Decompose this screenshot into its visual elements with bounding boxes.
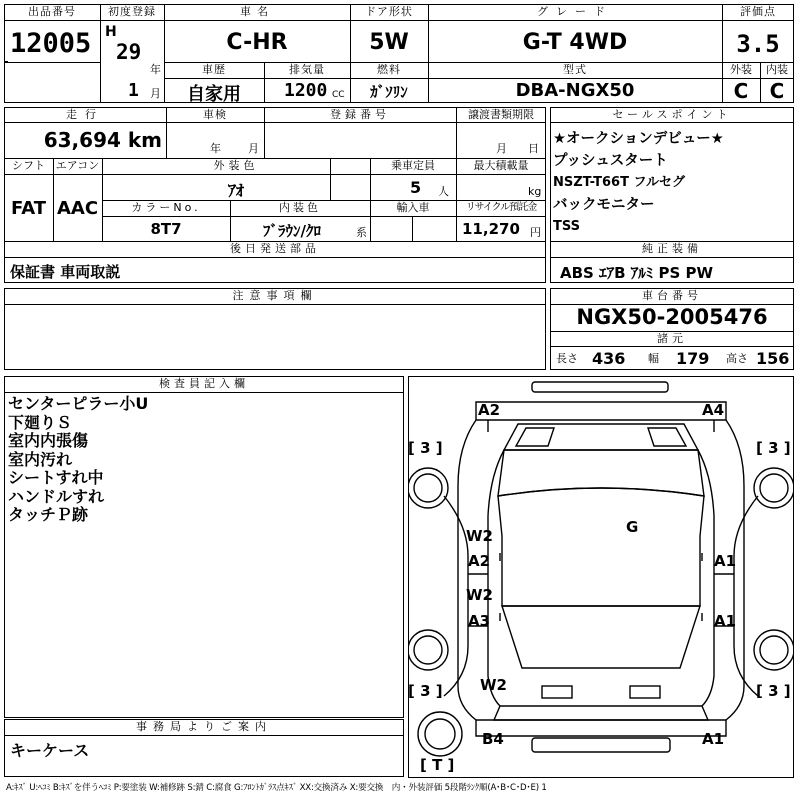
inspector-note: センターピラー小U (8, 394, 149, 413)
capacity-label: 乗車定員 (391, 159, 435, 172)
ext-score-label: 外装 (730, 63, 752, 76)
int-score: C (769, 79, 785, 103)
tread-rear-right: [ 3 ] (756, 682, 791, 700)
length-label: 長さ (556, 352, 578, 365)
inspector-notes (8, 395, 148, 525)
damage-rear-right-door: A1 (714, 612, 737, 630)
damage-rear-quarter: W2 (480, 676, 507, 694)
capacity: 5 (410, 178, 422, 197)
transfer-label: 譲渡書類期限 (468, 108, 534, 121)
shift-label: シフト (12, 159, 45, 172)
int-score-label: 内装 (766, 63, 788, 76)
displacement: 1200 (284, 80, 328, 101)
damage-rear-left-door: A3 (468, 612, 491, 630)
inspection-label: 車検 (203, 108, 227, 121)
displacement-unit: CC (332, 90, 345, 100)
reg-year: 29 (116, 40, 142, 64)
car-diagram (408, 376, 794, 778)
inspector-label: 検査員記入欄 (159, 377, 249, 390)
equipment: ABS ｴｱB ｱﾙﾐ PS PW (560, 264, 714, 282)
model-label: 型式 (563, 63, 587, 76)
grade-label: グレード (537, 5, 613, 18)
caution-label: 注意事項欄 (232, 289, 318, 302)
damage-front-left-door-top: W2 (466, 527, 493, 545)
transfer-month: 月 (496, 142, 507, 155)
mileage-label: 走行 (66, 108, 104, 121)
office-label: 事務局よりご案内 (136, 720, 272, 733)
sales-point-item: プッシュスタート (553, 153, 668, 169)
ac-label: エアコン (55, 159, 100, 172)
lot-number: 12005 (10, 28, 92, 59)
door-type: 5W (369, 30, 409, 55)
inspector-note: タッチＰ跡 (8, 505, 89, 524)
width: 179 (676, 349, 710, 368)
transfer-day: 日 (528, 142, 539, 155)
inspector-note: 下廻りＳ (8, 412, 73, 432)
recycle-label: リサイクル預託金 (465, 202, 537, 213)
shift: FAT (10, 198, 47, 219)
interior-color: ﾌﾞﾗｳﾝ/ｸﾛ (263, 222, 321, 240)
plate-label: 登録番号 (330, 108, 390, 121)
mileage: 63,694 km (43, 128, 162, 152)
recycle-fee: 11,270 (462, 220, 520, 238)
later-parts: 保証書 車両取説 (10, 263, 121, 281)
damage-rear-left-door-top: W2 (466, 586, 493, 604)
sales-point-item: NSZT-T66T フルセグ (553, 175, 685, 190)
reg-month: 1 (128, 80, 139, 101)
body-color: ｱｵ (227, 181, 244, 200)
office-notice: キーケース (10, 741, 90, 760)
ext-score: C (733, 79, 749, 103)
length: 436 (592, 349, 626, 368)
inspector-note: ハンドルすれ (8, 486, 105, 506)
score-label: 評価点 (740, 5, 776, 18)
fuel-label: 燃料 (377, 63, 401, 76)
inspection-month: 月 (248, 142, 259, 155)
sales-point-item: バックモニター (553, 197, 655, 213)
color-label: 外装色 (213, 159, 259, 172)
sales-points-label: セールスポイント (612, 108, 732, 121)
damage-front-left-door: A2 (468, 552, 491, 570)
chassis-label: 車台番号 (642, 289, 702, 302)
load-unit: kg (528, 185, 542, 198)
recycle-unit: 円 (530, 226, 541, 239)
lot-label: 出品番号 (28, 5, 76, 18)
equipment-label: 純正装備 (642, 242, 702, 255)
damage-glass: G (626, 518, 639, 536)
chassis-number: NGX50-2005476 (576, 305, 768, 329)
era: H (105, 24, 117, 40)
inspector-note: シートすれ中 (8, 468, 104, 487)
model-code: DBA-NGX50 (515, 80, 635, 101)
inspector-note: 室内汚れ (8, 449, 73, 469)
fuel: ｶﾞｿﾘﾝ (370, 83, 408, 101)
car-name: C-HR (226, 30, 288, 55)
year-unit: 年 (150, 63, 161, 76)
inspection-year: 年 (210, 142, 221, 155)
grade: G-T 4WD (522, 30, 628, 55)
damage-front-left: A2 (478, 401, 501, 419)
dimensions-label: 諸元 (657, 332, 687, 345)
width-label: 幅 (648, 352, 659, 365)
later-label: 後日発送部品 (230, 242, 320, 255)
displacement-label: 排気量 (289, 63, 325, 76)
colorno-label: カラーNo. (131, 201, 201, 214)
height: 156 (756, 349, 790, 368)
sales-points-list (553, 128, 724, 238)
history-label: 車歴 (202, 63, 226, 76)
sales-point-item: TSS (553, 219, 581, 234)
door-label: ドア形状 (365, 5, 413, 18)
aircon: AAC (56, 198, 99, 219)
damage-front-right-door: A1 (714, 552, 737, 570)
spare-tire-mark: [ T ] (420, 756, 455, 774)
tread-rear-left: [ 3 ] (408, 682, 443, 700)
capacity-unit: 人 (438, 185, 449, 198)
tread-front-right: [ 3 ] (756, 439, 791, 457)
interior-label: 内装色 (279, 201, 321, 214)
tread-front-left: [ 3 ] (408, 439, 443, 457)
interior-unit: 系 (356, 226, 367, 239)
damage-rear-right: A1 (702, 730, 725, 748)
import-label: 輸入車 (396, 201, 430, 214)
inspector-note: 室内内張傷 (8, 431, 89, 450)
car-name-label: 車名 (240, 5, 274, 18)
first-reg-label: 初度登録 (108, 5, 156, 18)
legend: A:ｷｽﾞ U:ﾍｺﾐ B:ｷｽﾞを伴うﾍｺﾐ P:要塗装 W:補修跡 S:錆 C:腐食 G:ﾌﾛﾝﾄｶﾞﾗｽ点ｷｽﾞ XX:交換済み X:要交換 内・外装評価 5段階ﾗﾝｸ順(A･B･C･D･E) 1 (6, 783, 547, 793)
score: 3.5 (736, 30, 780, 58)
damage-rear-left: B4 (482, 730, 504, 748)
height-label: 高さ (726, 352, 748, 365)
damage-front-right: A4 (702, 401, 725, 419)
month-unit: 月 (150, 87, 161, 100)
sales-point-item: ★オークションデビュー★ (553, 131, 724, 147)
history: 自家用 (187, 84, 241, 105)
color-number: 8T7 (150, 220, 182, 238)
load-label: 最大積載量 (473, 159, 529, 172)
